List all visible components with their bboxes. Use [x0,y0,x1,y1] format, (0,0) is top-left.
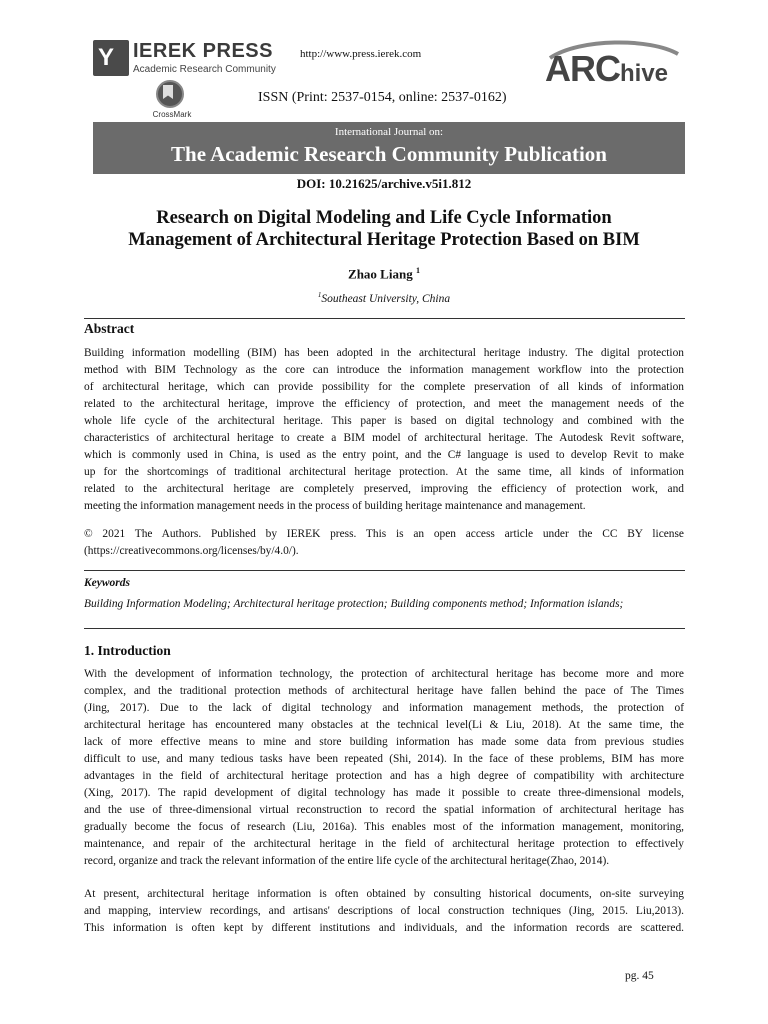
intro-line: lack of more effective means to mine and store building information has made some data from previous studies [84,736,684,748]
archive-logo-main: ARC [545,48,620,89]
intro-line: and the use of three-dimensional virtual reconstruction to record the spatial information of architectural heritage has [84,804,684,816]
author-superscript: 1 [415,266,420,275]
introduction-heading: 1. Introduction [84,643,171,658]
article-title-line2: Management of Architectural Heritage Protection Based on BIM [128,230,640,250]
introduction-paragraph-1 [84,666,684,870]
abstract-line: whole life cycle of the architectural heritage. This paper is based on digital technology and combined with the [84,415,684,427]
banner-title: The Academic Research Community Publication [171,142,607,166]
abstract-line: characteristics of architectural heritage to create a BIM model of architectural heritage. The Autodesk Revit software, [84,432,684,444]
intro-line: architectural heritage has encountered many obstacles at the technical level(Li & Liu, 2018). At the same time, the [84,719,684,731]
divider [84,570,685,571]
publisher-name: IEREK PRESS [133,40,273,62]
abstract-line: Building information modelling (BIM) has been adopted in the architectural heritage industry. The digital protection [84,347,684,359]
intro-line: maintenance, and repair of the architectural heritage in the field of architectural heritage protection to effectively [84,838,684,850]
intro-line: complex, and the traditional protection methods of architectural heritage have fallen behind the pace of The Times [84,685,684,697]
divider [84,318,685,319]
author-name-text: Zhao Liang [348,266,413,282]
abstract-heading: Abstract [84,321,135,336]
archive-journal-logo [540,40,680,90]
intro-line: gradually become the focus of research (Liu, 2016a). This enables most of the information management, monitoring, [84,821,684,833]
article-title [84,207,684,251]
intro-line: This information is often kept by different institutions and individuals, and the information records are scattered. [84,922,684,934]
license-line: © 2021 The Authors. Published by IEREK press. This is an open access article under the CC BY license [84,528,684,540]
abstract-line: related to the architectural heritage, improve the efficiency of protection, and meet the management needs of the [84,398,684,410]
archive-logo-tail: hive [620,60,669,87]
abstract-line: method with BIM Technology as the core can introduce the information management workflow into the protection [84,364,684,376]
intro-line: With the development of information technology, the protection of architectural heritage has become more and more [84,668,684,680]
intro-line: difficult to use, and many tedious tasks have been repeated (Shi, 2014). In the face of these problems, BIM has more [84,753,684,765]
abstract-line: of architectural heritage, which can provide possibility for the complete preservation of all kinds of information [84,381,684,393]
journal-banner [93,122,685,174]
affiliation-text: Southeast University, China [321,292,451,305]
keywords-heading: Keywords [84,577,130,589]
crossmark-badge[interactable] [150,80,190,122]
page-number: pg. 45 [625,970,654,982]
author-name [0,266,768,282]
abstract-line: meeting the information management needs in the process of building heritage maintenance and management. [84,500,586,512]
license-link[interactable]: (https://creativecommons.org/licenses/by/4.0/). [84,545,299,557]
intro-line: (Jing, 2017). Due to the lack of digital technology and information management methods, the protection of [84,702,684,714]
introduction-paragraph-2 [84,886,684,937]
publisher-tagline: Academic Research Community [133,64,276,75]
divider [84,628,685,629]
abstract-line: up for the shortcomings of traditional architectural heritage protection. At the same time, all kinds of information [84,466,684,478]
abstract-line: which is commonly used in China, is used as the entry point, and the C# language is used to develop Revit to make [84,449,684,461]
ierek-press-logo [93,40,276,80]
keywords-list: Building Information Modeling; Architectural heritage protection; Building components method; Information islands; [84,598,624,610]
banner-subtitle: International Journal on: [334,126,444,138]
intro-line: record, organize and track the relevant information of the entire life cycle of the architectural heritage(Zhao, 2014). [84,855,610,867]
license-statement [84,526,684,560]
intro-line: advantages in the field of architectural heritage protection and has a high degree of compatibility with architecture [84,770,684,782]
intro-line: At present, architectural heritage information is often obtained by consulting historical documents, on-site surveying [84,888,684,900]
abstract-paragraph [84,345,684,515]
doi-line[interactable]: DOI: 10.21625/archive.v5i1.812 [296,176,472,191]
publisher-url-link[interactable]: http://www.press.ierek.com [300,48,422,60]
intro-line: and mapping, interview recordings, and artisans' descriptions of local construction techniques (Jing, 2015. Liu,2013). [84,905,684,917]
article-title-line1: Research on Digital Modeling and Life Cycle Information [156,208,612,228]
issn-line: ISSN (Print: 2537-0154, online: 2537-0162) [258,90,507,105]
author-affiliation [0,291,768,305]
affiliation-superscript: 1 [317,291,322,299]
abstract-line: related to the architectural heritage are completely preserved, improving the efficiency of protection work, and [84,483,684,495]
crossmark-label: CrossMark [152,110,192,119]
ierek-logo-icon: Y [93,40,129,76]
intro-line: (Xing, 2017). The rapid development of digital technology has made it possible to create three-dimensional models, [84,787,684,799]
